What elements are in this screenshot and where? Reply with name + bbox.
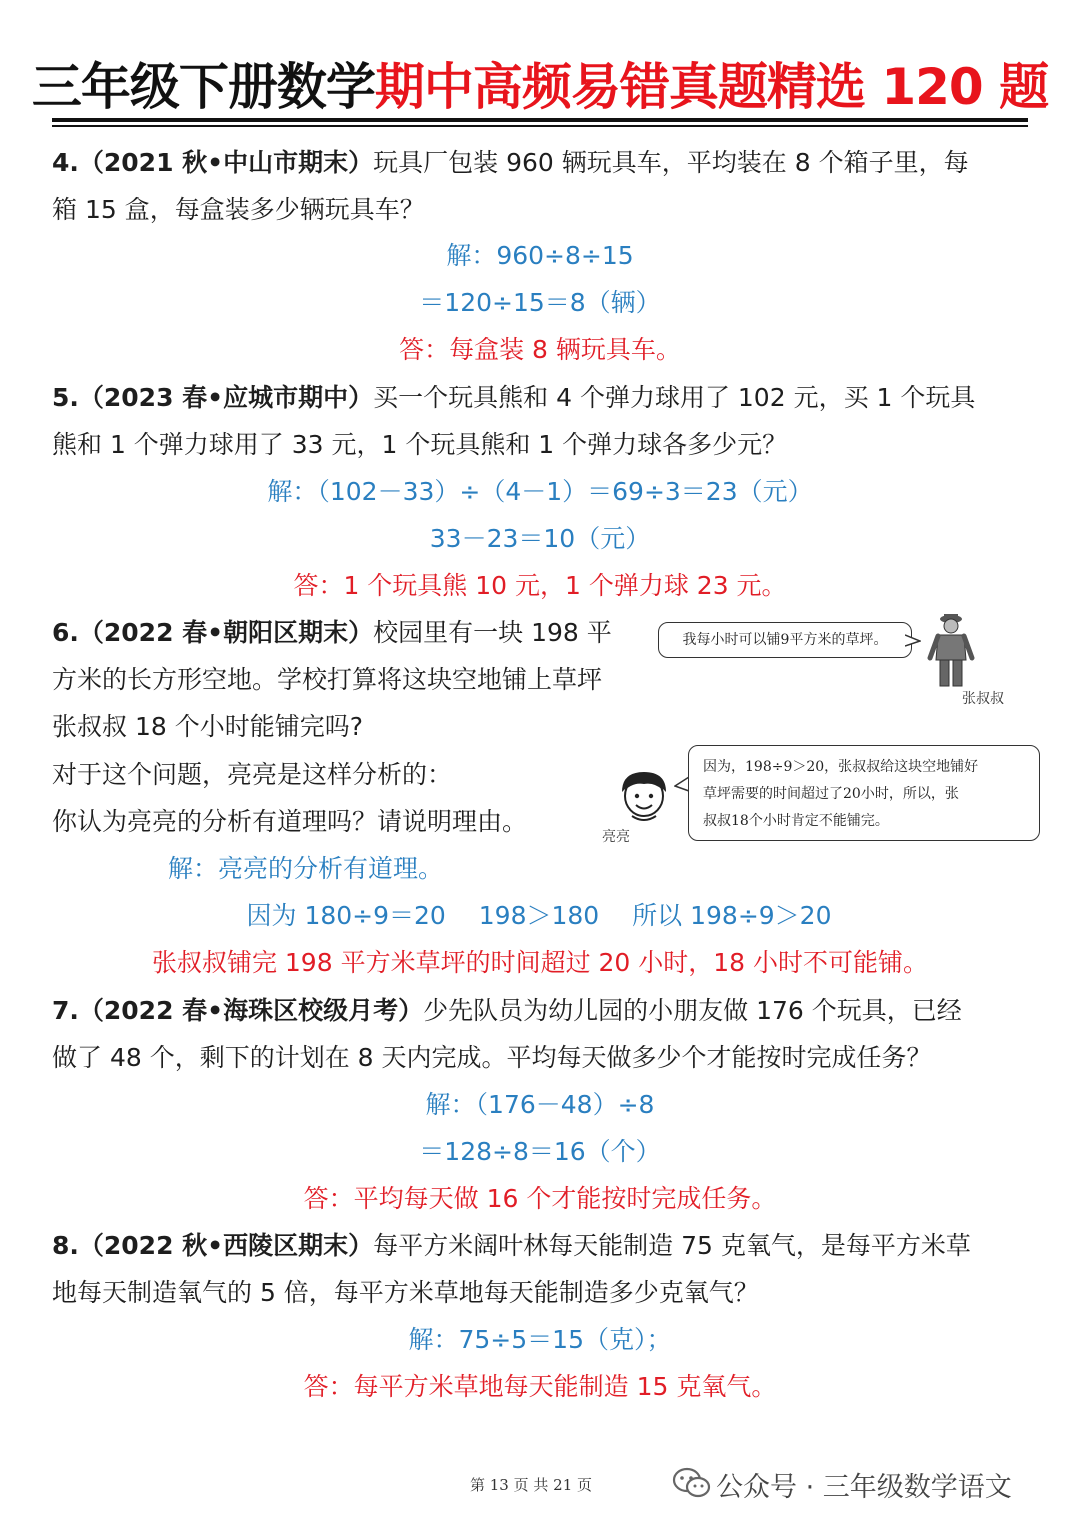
q4-line-1: 4.（2021 秋•中山市期末）玩具厂包装 960 辆玩具车，平均装在 8 个箱子里，每 (52, 148, 969, 177)
title-rule-thin (52, 125, 1028, 127)
q5-solution-1: 解：（102－33）÷（4－1）＝69÷3＝23（元） (267, 477, 813, 506)
title-black: 三年级下册数学 (31, 58, 375, 116)
q6-line-2: 方米的长方形空地。学校打算将这块空地铺上草坪 (52, 665, 603, 694)
q6-solution-2: 因为 180÷9＝20 198＞180 所以 198÷9＞20 (246, 901, 832, 930)
q8-answer: 答：每平方米草地每天能制造 15 克氧气。 (303, 1372, 777, 1401)
q4-solution-2: ＝120÷15＝8（辆） (419, 288, 661, 317)
q6-answer: 张叔叔铺完 198 平方米草坪的时间超过 20 小时，18 小时不可能铺。 (151, 948, 929, 977)
q6-line-5: 你认为亮亮的分析有道理吗？请说明理由。 (52, 807, 528, 836)
q7-solution-2: ＝128÷8＝16（个） (419, 1137, 661, 1166)
boy-face-icon (616, 768, 672, 826)
q6-line-4: 对于这个问题，亮亮是这样分析的： (52, 760, 453, 789)
page-number: 第 13 页 共 21 页 (470, 1476, 593, 1494)
title-red: 期中高频易错真题精选 120 题 (374, 58, 1049, 116)
q4-tag: 4.（2021 秋•中山市期末） (52, 148, 374, 177)
speech-bubble-liangliang (688, 745, 1040, 841)
q5-answer: 答：1 个玩具熊 10 元，1 个弹力球 23 元。 (293, 571, 787, 600)
q6-solution-1: 解：亮亮的分析有道理。 (168, 854, 444, 883)
q7-line-1: 7.（2022 春•海珠区校级月考）少先队员为幼儿园的小朋友做 176 个玩具，已经 (52, 996, 962, 1025)
uncle-name-label: 张叔叔 (962, 691, 1004, 707)
q8-line-1: 8.（2022 秋•西陵区期末）每平方米阔叶林每天能制造 75 克氧气，是每平方米草 (52, 1231, 971, 1260)
bubble-tail-icon (905, 634, 921, 648)
q4-solution-1: 解：960÷8÷15 (446, 241, 634, 270)
bubble-line-2: 草坪需要的时间超过了20小时，所以，张 (703, 786, 959, 802)
q8-solution-1: 解：75÷5＝15（克）； (408, 1325, 672, 1354)
wechat-icon (672, 1466, 712, 1500)
q8-tag: 8.（2022 秋•西陵区期末） (52, 1231, 374, 1260)
bubble-line-1: 因为，198÷9＞20，张叔叔给这块空地铺好 (703, 759, 979, 775)
q7-line-2: 做了 48 个，剩下的计划在 8 天内完成。平均每天做多少个才能按时完成任务？ (52, 1043, 932, 1072)
page-title (0, 52, 1080, 122)
q5-line-2: 熊和 1 个弹力球用了 33 元，1 个玩具熊和 1 个弹力球各多少元？ (52, 430, 788, 459)
q5-tag: 5.（2023 春•应城市期中） (52, 383, 374, 412)
worker-figure-icon (920, 610, 982, 690)
q7-answer: 答：平均每天做 16 个才能按时完成任务。 (303, 1184, 777, 1213)
title-rule-thick (52, 118, 1028, 122)
q7-solution-1: 解：（176－48）÷8 (425, 1090, 655, 1119)
q6-line-1: 6.（2022 春•朝阳区期末）校园里有一块 198 平 (52, 618, 612, 647)
q4-answer: 答：每盒装 8 辆玩具车。 (399, 335, 681, 364)
watermark-text: 公众号 · 三年级数学语文 (716, 1472, 1012, 1503)
q8-line-2: 地每天制造氧气的 5 倍，每平方米草地每天能制造多少克氧气？ (52, 1278, 759, 1307)
q6-line-3: 张叔叔 18 个小时能铺完吗? (52, 712, 363, 741)
q5-solution-2: 33－23＝10（元） (429, 524, 651, 553)
boy-name-label: 亮亮 (602, 829, 630, 845)
speech-bubble-uncle: 我每小时可以铺9平方米的草坪。 (658, 622, 912, 658)
q5-line-1: 5.（2023 春•应城市期中）买一个玩具熊和 4 个弹力球用了 102 元，买 1 个玩具 (52, 383, 976, 412)
q7-tag: 7.（2022 春•海珠区校级月考） (52, 996, 424, 1025)
q4-line-2: 箱 15 盒，每盒装多少辆玩具车？ (52, 195, 425, 224)
q6-tag: 6.（2022 春•朝阳区期末） (52, 618, 374, 647)
bubble-line-3: 叔叔18个小时肯定不能铺完。 (703, 813, 889, 829)
